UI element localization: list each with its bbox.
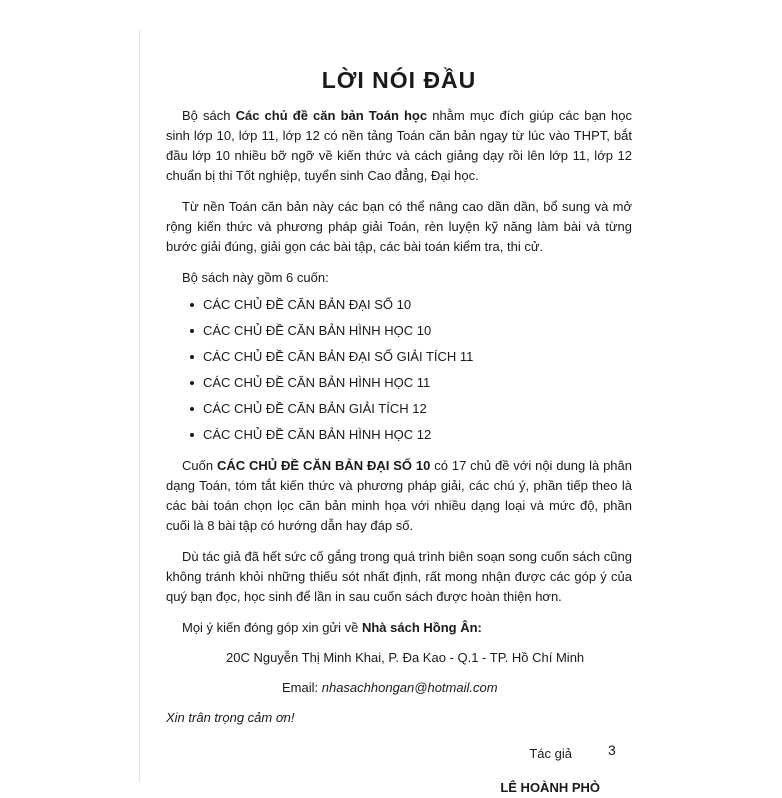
- contact-prefix: Mọi ý kiến đóng góp xin gửi về: [182, 620, 362, 635]
- book-page: [140, 30, 765, 795]
- signature-role: Tác giả: [529, 746, 572, 761]
- description-prefix: Cuốn: [182, 458, 217, 473]
- bullet-icon: [190, 407, 194, 411]
- bullet-icon: [190, 433, 194, 437]
- bullet-icon: [190, 329, 194, 333]
- publisher-name: Nhà sách Hồng Ân:: [361, 620, 482, 635]
- email-address: nhasachhongan@hotmail.com: [321, 680, 498, 695]
- book-title: CÁC CHỦ ĐỀ CĂN BẢN GIẢI TÍCH 12: [203, 401, 427, 416]
- book-name: CÁC CHỦ ĐỀ CĂN BẢN ĐẠI SỐ 10: [216, 458, 431, 473]
- bullet-icon: [190, 355, 194, 359]
- book-list-item: [190, 344, 632, 370]
- contact-line: [166, 618, 632, 638]
- intro-paragraph: [166, 106, 632, 186]
- book-title: CÁC CHỦ ĐỀ CĂN BẢN HÌNH HỌC 11: [203, 375, 431, 390]
- book-list: [166, 292, 632, 448]
- thanks-line: Xin trân trọng cảm ơn!: [166, 710, 295, 725]
- series-intro: Bộ sách này gồm 6 cuốn:: [182, 270, 329, 285]
- book-list-item: [190, 318, 632, 344]
- series-name: Các chủ đề căn bản Toán học: [235, 108, 428, 123]
- bullet-icon: [190, 381, 194, 385]
- book-title: CÁC CHỦ ĐỀ CĂN BẢN HÌNH HỌC 12: [203, 427, 432, 442]
- feedback-paragraph: Dù tác giả đã hết sức cố gắng trong quá trình biên soạn song cuốn sách cũng không tránh khỏi những thiếu sót nhất định, rất mong nhận được các góp ý của quý bạn đọc, học sinh để lần in sau cuốn sách được hoàn thiện hơn.: [166, 549, 632, 604]
- book-description-paragraph: [166, 456, 632, 536]
- author-name: LÊ HOÀNH PHÒ: [500, 780, 600, 795]
- purpose-paragraph: Từ nền Toán căn bản này các bạn có thể nâng cao dần dần, bổ sung và mở rộng kiến thức và phương pháp giải Toán, rèn luyện kỹ năng làm bài và từng bước giải đúng, giải gọn các bài tập, các bài toán kiểm tra, thi cử.: [166, 199, 632, 254]
- book-list-item: [190, 396, 632, 422]
- page-number: 3: [608, 742, 616, 758]
- book-title: CÁC CHỦ ĐỀ CĂN BẢN HÌNH HỌC 10: [203, 323, 432, 338]
- page-title: LỜI NÓI ĐẦU: [321, 67, 477, 93]
- intro-suffix: nhằm mục đích giúp các bạn học sinh lớp 10, lớp 11, lớp 12 có nền tảng Toán căn bản ngay từ lúc vào THPT, bắt đầu lớp 10 nhiều bỡ ngỡ về kiến thức và cách giảng dạy rồi lên lớp 11, lớp 12 chuẩn bị thi Tốt nghiệp, tuyển sinh Cao đẳng, Đại học.: [166, 108, 632, 183]
- email-label: Email:: [282, 680, 322, 695]
- page-content: [166, 66, 632, 798]
- book-list-item: [190, 292, 632, 318]
- email-line: [166, 678, 632, 698]
- bullet-icon: [190, 303, 194, 307]
- book-title: CÁC CHỦ ĐỀ CĂN BẢN ĐẠI SỐ 10: [203, 297, 412, 312]
- book-list-item: [190, 422, 632, 448]
- description-suffix: có 17 chủ đề với nội dung là phân dạng Toán, tóm tắt kiến thức và phương pháp giải, các chú ý, phần tiếp theo là các bài toán chọn lọc căn bản minh họa với nhiều dạng loại và mức độ, phần cuối là 8 bài tập có hướng dẫn hay đáp số.: [166, 458, 632, 533]
- intro-prefix: Bộ sách: [182, 108, 236, 123]
- publisher-address: 20C Nguyễn Thị Minh Khai, P. Đa Kao - Q.1 - TP. Hồ Chí Minh: [226, 650, 585, 665]
- book-list-item: [190, 370, 632, 396]
- book-title: CÁC CHỦ ĐỀ CĂN BẢN ĐẠI SỐ GIẢI TÍCH 11: [203, 349, 474, 364]
